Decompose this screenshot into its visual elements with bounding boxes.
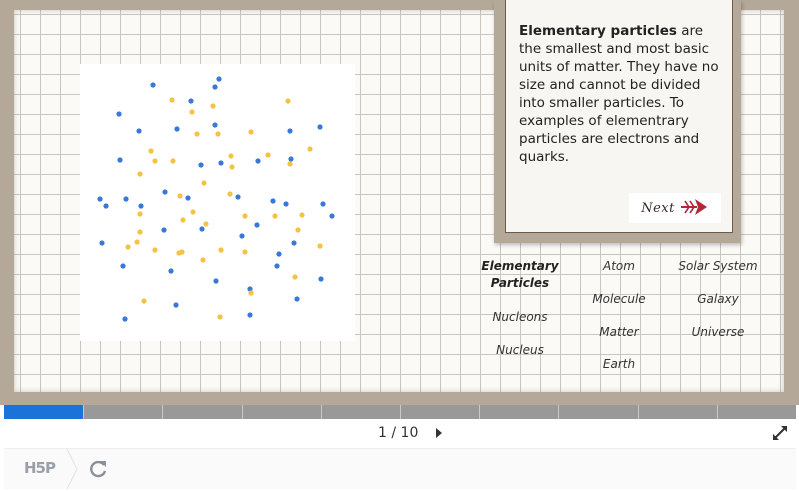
yellow-particle-dot [227, 191, 232, 196]
blue-particle-dot [329, 213, 334, 218]
progress-segment-divider [638, 405, 639, 419]
blue-particle-dot [150, 82, 155, 87]
yellow-particle-dot [295, 227, 300, 232]
blue-particle-dot [103, 203, 108, 208]
yellow-particle-dot [200, 257, 205, 262]
blue-particle-dot [99, 240, 104, 245]
yellow-particle-dot [194, 131, 199, 136]
next-slide-button[interactable] [432, 426, 446, 440]
blue-particle-dot [216, 76, 221, 81]
expand-icon [770, 423, 790, 443]
yellow-particle-dot [180, 217, 185, 222]
yellow-particle-dot [229, 164, 234, 169]
blue-particle-dot [120, 263, 125, 268]
progress-fill [4, 405, 83, 419]
red-arrow-icon [679, 196, 709, 221]
yellow-particle-dot [248, 129, 253, 134]
particles-dots-svg [80, 64, 355, 341]
yellow-particle-dot [265, 152, 270, 157]
term-molecule: Molecule [592, 292, 646, 306]
progress-segment-divider [717, 405, 718, 419]
yellow-particle-dot [134, 239, 139, 244]
yellow-particle-dot [228, 153, 233, 158]
blue-particle-dot [283, 201, 288, 206]
blue-particle-dot [294, 296, 299, 301]
progress-segment-divider [321, 405, 322, 419]
blue-particle-dot [138, 203, 143, 208]
progress-segment-divider [162, 405, 163, 419]
yellow-particle-dot [177, 193, 182, 198]
blue-particle-dot [117, 157, 122, 162]
particles-image [80, 64, 355, 341]
yellow-particle-dot [189, 109, 194, 114]
term-atom: Atom [603, 259, 635, 273]
yellow-particle-dot [292, 274, 297, 279]
progress-segment-divider [400, 405, 401, 419]
blue-particle-dot [162, 189, 167, 194]
yellow-particle-dot [210, 103, 215, 108]
current-page: 1 [378, 425, 387, 441]
term-nucleus: Nucleus [496, 343, 544, 357]
yellow-particle-dot [152, 247, 157, 252]
yellow-particle-dot [285, 98, 290, 103]
yellow-particle-dot [152, 158, 157, 163]
page-counter [378, 425, 418, 441]
yellow-particle-dot [299, 212, 304, 217]
term-earth: Earth [602, 357, 636, 371]
term-galaxy: Galaxy [697, 292, 739, 306]
navigation-bar [4, 419, 796, 447]
blue-particle-dot [274, 263, 279, 268]
blue-particle-dot [185, 195, 190, 200]
term-universe: Universe [691, 325, 745, 339]
blue-particle-dot [276, 251, 281, 256]
yellow-particle-dot [218, 247, 223, 252]
info-text-body: are the smallest and most basic units of matter. They have no size and cannot be divided into smaller particles. To examples of elementrary particles are electrons and quarks. [519, 23, 719, 165]
total-pages: 10 [400, 425, 419, 441]
blue-particle-dot [168, 268, 173, 273]
blue-particle-dot [136, 128, 141, 133]
info-text [519, 22, 719, 166]
yellow-particle-dot [215, 131, 220, 136]
h5p-logo: H5P [24, 459, 55, 477]
info-textbox-panel [505, 0, 733, 233]
yellow-particle-dot [148, 148, 153, 153]
blue-particle-dot [188, 98, 193, 103]
yellow-particle-dot [272, 213, 277, 218]
term-elementary-particles: Elementary Particles [481, 259, 559, 290]
blue-particle-dot [270, 198, 275, 203]
yellow-particle-dot [137, 229, 142, 234]
progress-bar[interactable] [4, 405, 796, 419]
blue-particle-dot [235, 194, 240, 199]
blue-particle-dot [116, 111, 121, 116]
page-separator: / [391, 425, 397, 441]
blue-particle-dot [287, 128, 292, 133]
blue-particle-dot [173, 302, 178, 307]
refresh-icon [86, 457, 110, 481]
blue-particle-dot [174, 126, 179, 131]
blue-particle-dot [254, 222, 259, 227]
info-text-lead: Elementary particles [519, 23, 677, 39]
yellow-particle-dot [242, 213, 247, 218]
yellow-particle-dot [125, 244, 130, 249]
term-nucleons: Nucleons [492, 310, 548, 324]
term-matter: Matter [599, 325, 639, 339]
next-label: Next [641, 200, 675, 216]
blue-particle-dot [218, 160, 223, 165]
chevron-divider-icon [66, 449, 78, 489]
yellow-particle-dot [179, 249, 184, 254]
next-button[interactable] [629, 193, 721, 223]
yellow-particle-dot [203, 221, 208, 226]
yellow-particle-dot [170, 158, 175, 163]
yellow-particle-dot [248, 290, 253, 295]
yellow-particle-dot [201, 180, 206, 185]
blue-particle-dot [320, 201, 325, 206]
yellow-particle-dot [217, 314, 222, 319]
h5p-footer [4, 448, 796, 489]
blue-particle-dot [97, 196, 102, 201]
blue-particle-dot [255, 158, 260, 163]
blue-particle-dot [213, 278, 218, 283]
yellow-particle-dot [137, 211, 142, 216]
yellow-particle-dot [287, 161, 292, 166]
blue-particle-dot [122, 316, 127, 321]
fullscreen-button[interactable] [770, 423, 790, 443]
yellow-particle-dot [169, 97, 174, 102]
reuse-button[interactable] [86, 457, 110, 481]
yellow-particle-dot [190, 209, 195, 214]
yellow-particle-dot [307, 146, 312, 151]
term-solar-system: Solar System [678, 259, 758, 273]
blue-particle-dot [288, 156, 293, 161]
yellow-particle-dot [141, 298, 146, 303]
yellow-particle-dot [137, 171, 142, 176]
blue-particle-dot [318, 276, 323, 281]
info-textbox [494, 0, 741, 243]
blue-particle-dot [161, 227, 166, 232]
blue-particle-dot [198, 162, 203, 167]
blue-particle-dot [291, 240, 296, 245]
blue-particle-dot [212, 84, 217, 89]
blue-particle-dot [212, 122, 217, 127]
blue-particle-dot [199, 226, 204, 231]
blue-particle-dot [247, 312, 252, 317]
yellow-particle-dot [242, 249, 247, 254]
progress-segment-divider [83, 405, 84, 419]
progress-segment-divider [558, 405, 559, 419]
triangle-right-icon [432, 426, 446, 440]
progress-segment-divider [479, 405, 480, 419]
blue-particle-dot [317, 124, 322, 129]
progress-segment-divider [242, 405, 243, 419]
blue-particle-dot [123, 196, 128, 201]
blue-particle-dot [239, 233, 244, 238]
yellow-particle-dot [317, 243, 322, 248]
